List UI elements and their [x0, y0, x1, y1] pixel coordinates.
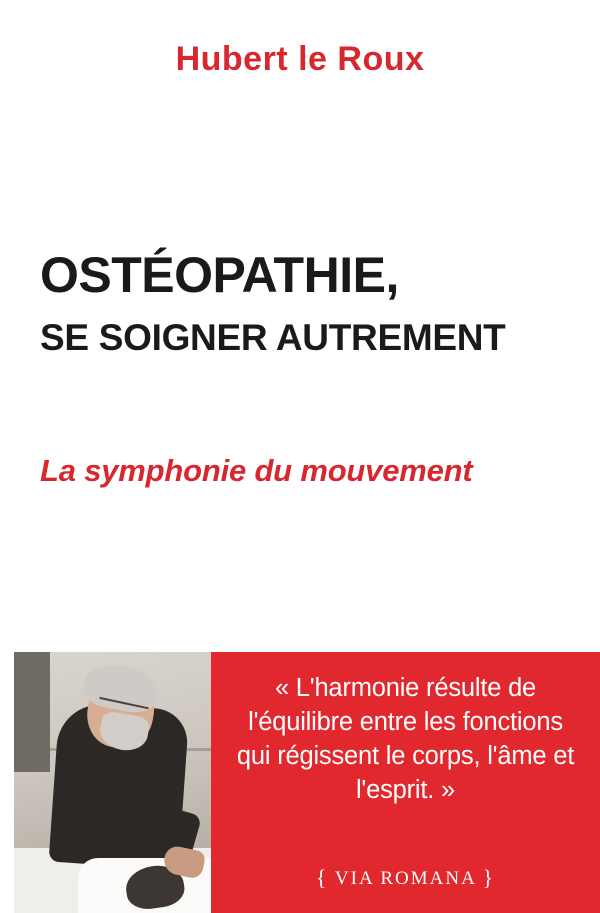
photo-dark-strip — [14, 652, 50, 772]
author-name: Hubert le Roux — [175, 40, 425, 78]
quote-panel — [211, 652, 600, 913]
title-block — [40, 248, 560, 359]
title-line-2: SE SOIGNER AUTREMENT — [40, 317, 506, 358]
brace-left-glyph: { — [315, 865, 329, 890]
quote-text: « L'harmonie résulte de l'équilibre entre les fonctions qui régissent le corps, l'âme et l'esprit. » — [236, 674, 575, 804]
publisher-logo — [211, 865, 600, 891]
publisher-name: VIA ROMANA — [334, 868, 476, 889]
cover-photo — [14, 652, 211, 913]
title-line-1: OSTÉOPATHIE, — [40, 247, 399, 303]
subtitle: La symphonie du mouvement — [40, 453, 473, 488]
bottom-band — [0, 652, 600, 913]
brace-right-glyph: } — [482, 865, 496, 890]
